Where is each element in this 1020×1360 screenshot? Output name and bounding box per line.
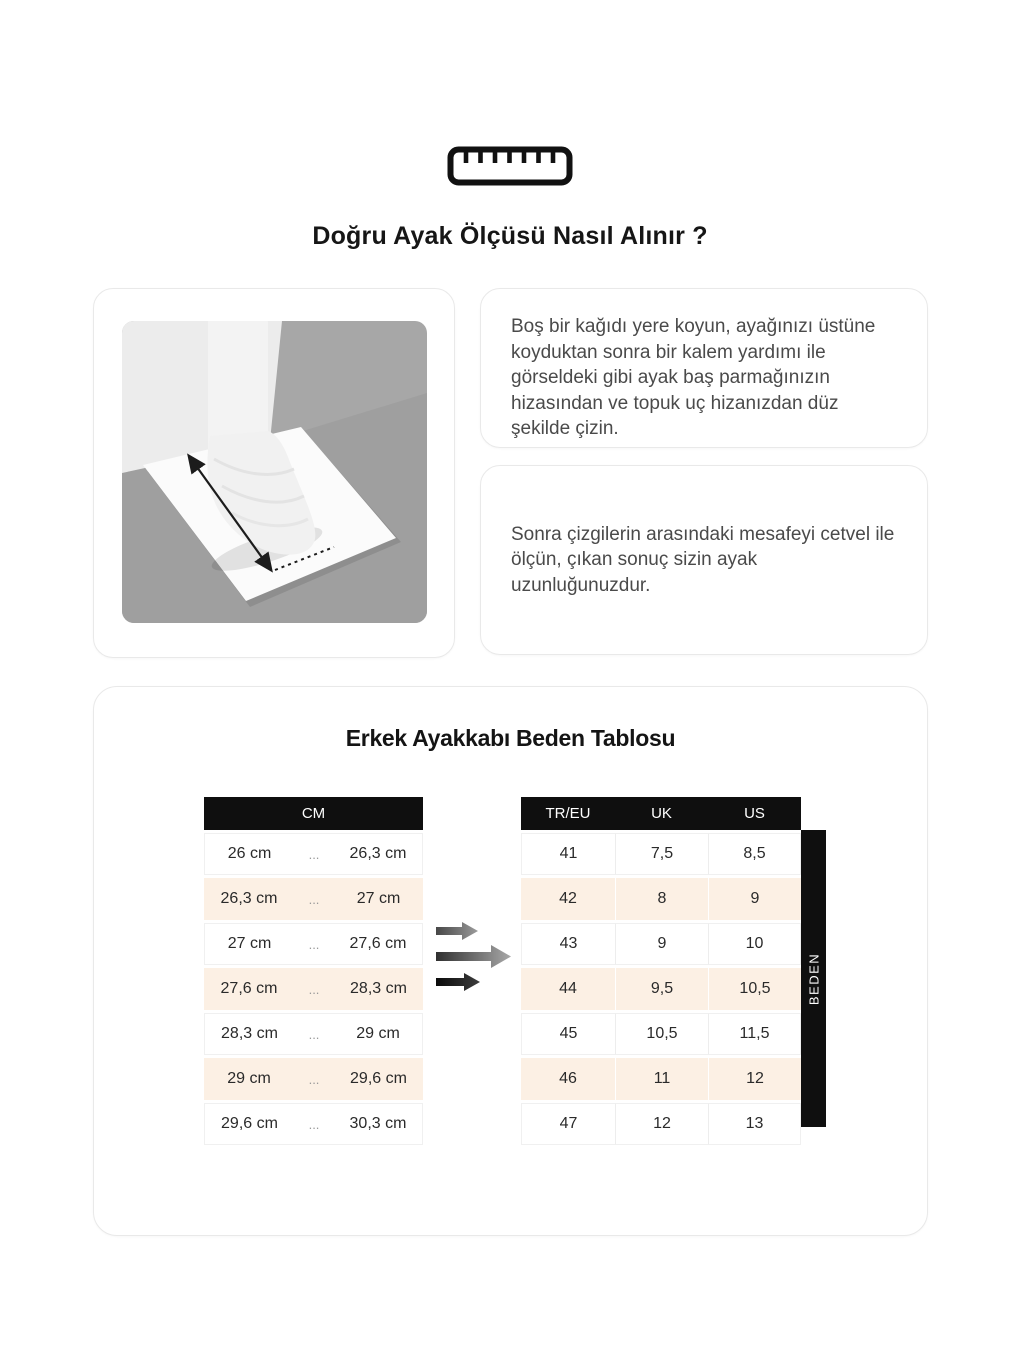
size-us: 10,5 [708,968,801,1010]
table-row [204,833,423,875]
cm-table [204,794,423,1148]
size-tr-eu: 47 [521,1103,615,1145]
size-uk: 12 [615,1103,708,1145]
size-tr-eu: 46 [521,1058,615,1100]
size-tr-eu: 44 [521,968,615,1010]
size-us: 12 [708,1058,801,1100]
beden-side-bar [801,830,826,1127]
table-row [521,1013,801,1055]
cm-range-end: 30,3 cm [334,1103,423,1145]
size-uk: 9,5 [615,968,708,1010]
cm-range-start: 26,3 cm [204,878,294,920]
size-tr-eu: 45 [521,1013,615,1055]
foot-photo-card [93,288,455,658]
table-row [521,968,801,1010]
size-table-card [93,686,928,1236]
col-header-tr-eu: TR/EU [521,797,615,830]
table-row [204,1058,423,1100]
instruction-step-2-text: Sonra çizgilerin arasındaki mesafeyi cetvel ile ölçün, çıkan sonuç sizin ayak uzunluğunuzdur. [511,523,895,596]
size-tr-eu: 41 [521,833,615,875]
cm-range-end: 29,6 cm [334,1058,423,1100]
size-uk: 7,5 [615,833,708,875]
cm-table-header: CM [204,797,423,830]
size-tr-eu: 42 [521,878,615,920]
page-title: Doğru Ayak Ölçüsü Nasıl Alınır ? [312,222,708,250]
size-uk: 9 [615,923,708,965]
table-row [521,1103,801,1145]
cm-range-end: 26,3 cm [334,833,423,875]
cm-range-end: 29 cm [334,1013,423,1055]
col-header-us: US [708,797,801,830]
cm-range-start: 28,3 cm [204,1013,294,1055]
cm-range-start: 26 cm [204,833,294,875]
col-header-uk: UK [615,797,708,830]
size-us: 8,5 [708,833,801,875]
size-us: 9 [708,878,801,920]
cm-dots: ... [294,1103,334,1145]
size-tr-eu: 43 [521,923,615,965]
table-row [521,833,801,875]
transfer-arrows-icon [436,921,514,993]
cm-range-start: 29,6 cm [204,1103,294,1145]
size-uk: 10,5 [615,1013,708,1055]
instruction-section [93,288,928,658]
instruction-step-1-text: Boş bir kağıdı yere koyun, ayağınızı üstüne koyduktan sonra bir kalem yardımı ile görseldeki gibi ayak baş parmağınızın hizasından ve topuk uç hizanızdan düz şekilde çizin. [511,316,876,439]
size-us: 13 [708,1103,801,1145]
cm-range-end: 27,6 cm [334,923,423,965]
table-row [521,1058,801,1100]
table-row [204,1103,423,1145]
table-row [521,878,801,920]
instruction-step-1 [480,288,928,448]
table-row [204,878,423,920]
cm-dots: ... [294,1058,334,1100]
instruction-step-2 [480,465,928,655]
size-uk: 8 [615,878,708,920]
cm-range-end: 28,3 cm [334,968,423,1010]
cm-dots: ... [294,923,334,965]
international-size-table [521,794,801,1148]
cm-range-start: 27,6 cm [204,968,294,1010]
size-uk: 11 [615,1058,708,1100]
cm-range-end: 27 cm [334,878,423,920]
cm-dots: ... [294,968,334,1010]
cm-range-start: 27 cm [204,923,294,965]
header-icon-row [0,0,1020,191]
cm-dots: ... [294,1013,334,1055]
table-row [521,923,801,965]
table-row [204,1013,423,1055]
size-us: 10 [708,923,801,965]
size-us: 11,5 [708,1013,801,1055]
size-table-title: Erkek Ayakkabı Beden Tablosu [345,725,676,751]
cm-dots: ... [294,878,334,920]
foot-measurement-image [122,321,427,623]
cm-range-start: 29 cm [204,1058,294,1100]
foot-photo-illustration [122,321,427,623]
table-row [204,923,423,965]
ruler-icon [447,146,573,186]
beden-side-label: BEDEN [806,952,821,1005]
table-row [204,968,423,1010]
instruction-text-column [480,288,928,658]
cm-dots: ... [294,833,334,875]
